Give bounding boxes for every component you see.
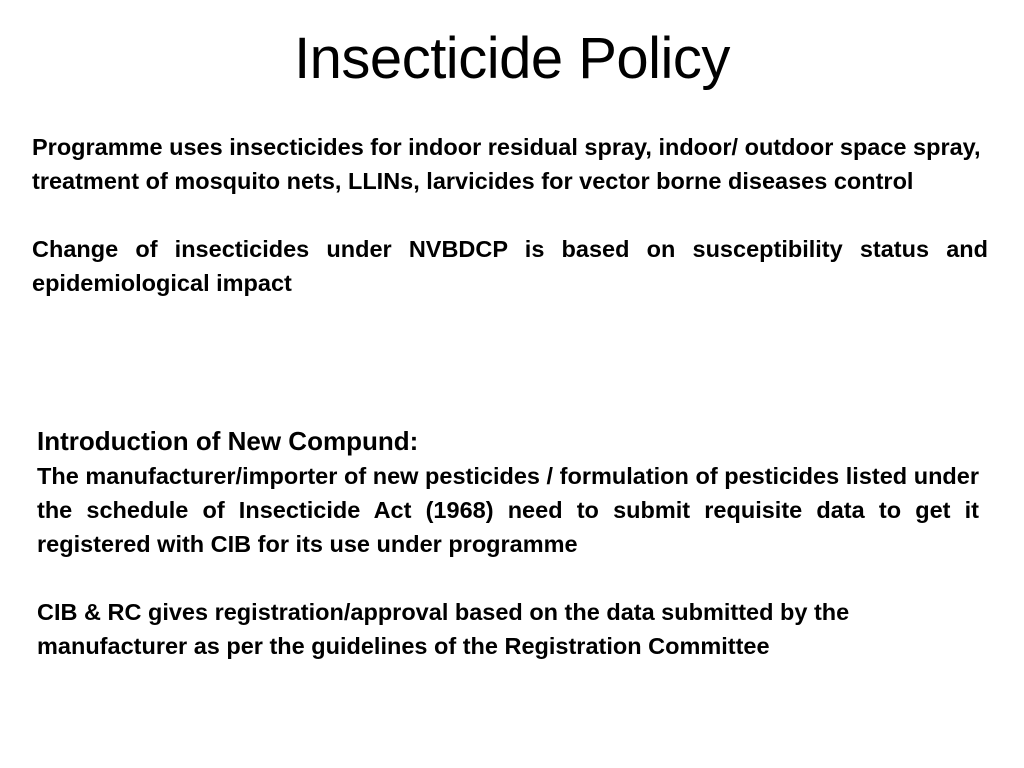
insecticide-change-paragraph: Change of insecticides under NVBDCP is based on susceptibility status and epidemiological impact (32, 236, 988, 296)
insecticide-usage-paragraph: Programme uses insecticides for indoor residual spray, indoor/ outdoor space spray, treatment of mosquito nets, LLINs, larvicides for vector borne diseases control (32, 134, 981, 194)
new-compound-heading: Introduction of New Compund: (37, 426, 419, 456)
insecticide-usage-section (32, 130, 988, 300)
registration-approval-paragraph: CIB & RC gives registration/approval based on the data submitted by the manufacturer as per the guidelines of the Registration Committee (37, 599, 850, 659)
registration-requirement-paragraph: The manufacturer/importer of new pesticides / formulation of pesticides listed under the schedule of Insecticide Act (1968) need to submit requisite data to get it registered with CIB for its use under programme (37, 463, 979, 557)
slide-title: Insecticide Policy (294, 26, 730, 91)
new-compound-section (37, 423, 979, 663)
